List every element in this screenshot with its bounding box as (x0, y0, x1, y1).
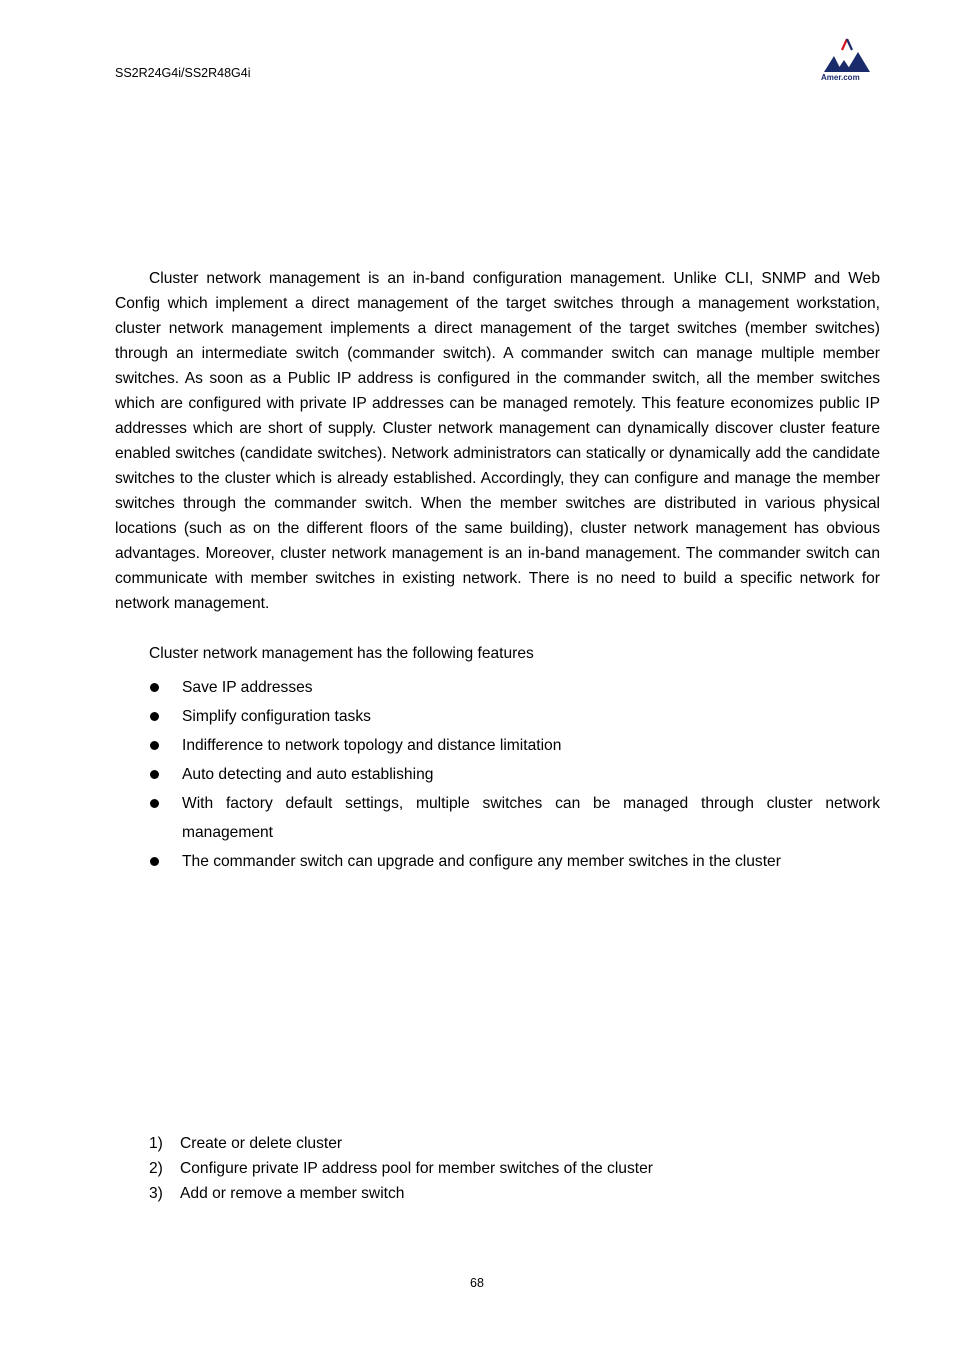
list-item: 2) Configure private IP address pool for member switches of the cluster (149, 1160, 653, 1177)
list-item: Save IP addresses (149, 673, 880, 702)
logo-text: Amer.com (821, 73, 860, 82)
page-number: 68 (470, 1276, 484, 1290)
bullet-icon (150, 857, 159, 866)
bullet-icon (150, 799, 159, 808)
amer-logo (818, 36, 878, 82)
cluster-intro-paragraph: Cluster network management is an in-band configuration management. Unlike CLI, SNMP and Web Config which implement a direct management of the target switches through a management workstation, cluster network management implements a direct management of the target switches (member switches) through an intermediate switch (commander switch). A commander switch can manage multiple member switches. As soon as a Public IP address is configured in the commander switch, all the member switches which are configured with private IP addresses can be managed remotely. This feature economizes public IP addresses which are short of supply. Cluster network management can dynamically discover cluster feature enabled switches (candidate switches). Network administrators can statically or dynamically add the candidate switches to the cluster which is already established. Accordingly, they can configure and manage the member switches through the commander switch. When the member switches are distributed in various physical locations (such as on the different floors of the same building), cluster network management has obvious advantages. Moreover, cluster network management is an in-band management. The commander switch can communicate with member switches in existing network. There is no need to build a specific network for network management. (115, 270, 880, 612)
steps-list (149, 1131, 653, 1206)
list-item: Auto detecting and auto establishing (149, 760, 880, 789)
list-item: 3) Add or remove a member switch (149, 1185, 405, 1202)
bullet-icon (150, 741, 159, 750)
amer-logo-icon (818, 36, 878, 82)
list-item: 1) Create or delete cluster (149, 1135, 343, 1152)
features-list (149, 673, 880, 876)
bullet-icon (150, 712, 159, 721)
features-lead: Cluster network management has the following features (149, 645, 534, 662)
list-item: The commander switch can upgrade and configure any member switches in the cluster (149, 847, 880, 876)
header-model-name: SS2R24G4i/SS2R48G4i (115, 66, 251, 80)
list-item: Indifference to network topology and distance limitation (149, 731, 880, 760)
bullet-icon (150, 683, 159, 692)
list-item: Simplify configuration tasks (149, 702, 880, 731)
list-item: With factory default settings, multiple switches can be managed through cluster network management (149, 789, 880, 847)
bullet-icon (150, 770, 159, 779)
